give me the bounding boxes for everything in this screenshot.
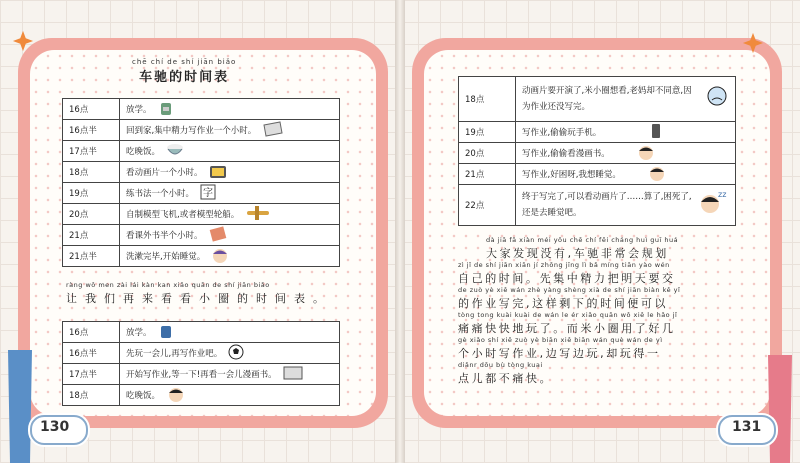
book-spine bbox=[395, 0, 405, 463]
table-row: 21点半 洗漱完毕,开始睡觉。 bbox=[63, 246, 340, 267]
rice-bowl-icon bbox=[166, 143, 184, 160]
main-paragraph: dà jiā fā xiàn méi yǒu chē chí fēi cháng huì guī huá 大家发现没有,车驰非常会规划 zì jǐ de shí jiān xiān jí zhōng jīng lì bǎ míng tiān yào wén 自己的时间。先集中精力把明天要交 de zuò yè xiě wán zhè yàng shèng xià de shí jiān biàn kě yǐ 的作业写完,这样剩下的时间便可以 tòng tong kuài kuài de wán le ér xiǎo quān wǒ xiě le hǎo jǐ 痛痛快快地玩了。而米小圈用了好几 gè xiǎo shí xiě zuò yè biān xiě biān wán què wán de yì 个小时写作业,边写边玩,却玩得一 diǎnr dōu bù tòng kuai 点儿都不痛快。 bbox=[458, 236, 681, 385]
table-row: 20点 写作业,偷偷看漫画书。 bbox=[459, 143, 736, 164]
airplane-icon bbox=[245, 206, 271, 223]
table-row: 16点半 先玩一会儿,再写作业吧。 bbox=[63, 343, 340, 364]
sleeping-face-icon bbox=[211, 247, 229, 266]
table-row: 16点 放学。 bbox=[63, 99, 340, 120]
title-pinyin: chē chí de shí jiān biǎo bbox=[132, 58, 237, 66]
star-icon bbox=[742, 32, 764, 54]
boy-face-icon bbox=[636, 144, 656, 163]
table-row: 21点 写作业,好困呀,我想睡觉。 bbox=[459, 164, 736, 185]
svg-text:zz: zz bbox=[718, 190, 727, 199]
page-title: 车驰的时间表 bbox=[139, 70, 230, 85]
calligraphy-icon bbox=[200, 184, 216, 203]
table-row: 22点 终于写完了,可以看动画片了……算了,困死了,还是去睡觉吧。 zz bbox=[459, 185, 736, 226]
sleeping-boy-icon bbox=[698, 188, 728, 222]
crying-face-icon bbox=[706, 85, 728, 113]
schedule-title-block bbox=[132, 58, 236, 85]
table-row: 17点半 开始写作业,等一下!再看一会儿漫画书。 bbox=[63, 364, 340, 385]
phone-icon bbox=[651, 123, 661, 142]
table-row: 21点 看课外书半个小时。 bbox=[63, 225, 340, 246]
chechi-schedule-table bbox=[62, 98, 340, 267]
table-row: 19点 写作业,偷偷玩手机。 bbox=[459, 122, 736, 143]
table-row: 18点 吃晚饭。 bbox=[63, 385, 340, 406]
comic-book-icon bbox=[283, 366, 303, 383]
soccer-ball-icon bbox=[228, 344, 244, 363]
table-row: 18点 动画片要开演了,米小圈想看,老妈却不同意,因为作业还没写完。 bbox=[459, 77, 736, 122]
backpack-icon bbox=[158, 323, 174, 342]
book-icon bbox=[209, 226, 227, 245]
transition-paragraph: ràng wǒ men zài lái kàn kan xiǎo quān de shí jiān biǎo 让我们再来看看小圈的时间表。 bbox=[66, 281, 332, 305]
table-row: 16点 放学。 bbox=[63, 322, 340, 343]
table-row: 17点半 吃晚饭。 bbox=[63, 141, 340, 162]
xiaoquan-schedule-table bbox=[62, 321, 340, 406]
eating-boy-icon bbox=[166, 386, 186, 405]
star-icon bbox=[12, 30, 34, 52]
table-row: 18点 看动画片一个小时。 bbox=[63, 162, 340, 183]
pencil-icon bbox=[760, 355, 800, 463]
table-row: 16点半 回到家,集中精力写作业一个小时。 bbox=[63, 120, 340, 141]
table-row: 20点 自制模型飞机,或者模型轮船。 bbox=[63, 204, 340, 225]
tv-icon bbox=[209, 163, 227, 182]
pencil-icon bbox=[0, 350, 40, 463]
svg-text:字: 字 bbox=[203, 187, 214, 199]
xiaoquan-schedule-continued bbox=[458, 76, 736, 226]
sleepy-face-icon bbox=[647, 165, 667, 184]
backpack-icon bbox=[158, 100, 174, 119]
notebook-icon bbox=[262, 121, 284, 140]
page-number: 130 bbox=[40, 419, 70, 435]
page-number: 131 bbox=[732, 419, 762, 435]
table-row: 19点 练书法一个小时。 字 bbox=[63, 183, 340, 204]
